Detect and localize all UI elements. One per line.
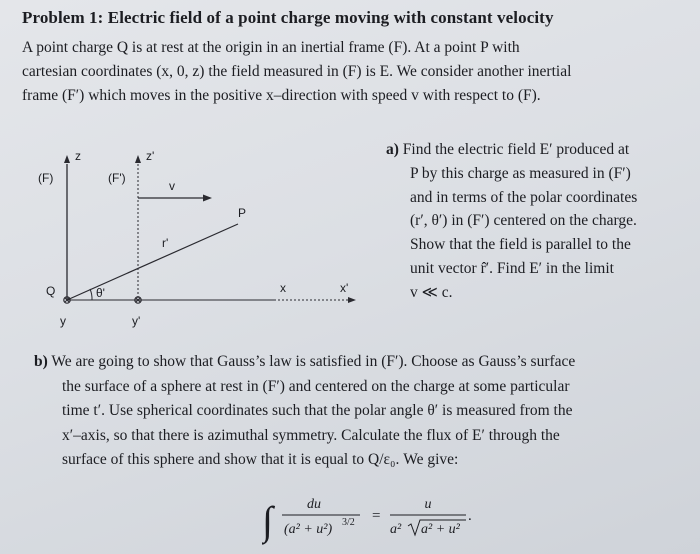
part-a-line: P by this charge as measured in (F′) — [410, 164, 631, 182]
integral-sign: ∫ — [262, 498, 273, 543]
rhs-denominator-a: a² — [390, 522, 402, 537]
xp-axis-label: x' — [340, 281, 349, 295]
z-axis-arrow — [64, 155, 70, 163]
part-a-line: Show that the field is parallel to the — [410, 236, 631, 254]
integral-formula — [262, 490, 522, 546]
y-axis-label: y — [60, 314, 66, 328]
angle-arc — [90, 289, 92, 300]
lhs-exponent: 3/2 — [342, 517, 355, 528]
part-b-line: the surface of a sphere at rest in (F′) and centered on the charge at some particular — [62, 377, 570, 395]
part-a-label: a) — [386, 141, 399, 158]
frame-f-label: (F) — [38, 171, 54, 185]
radius-label: r' — [162, 236, 169, 250]
z-axis-label: z — [75, 149, 81, 163]
problem-intro — [22, 36, 688, 108]
xp-axis-arrow — [348, 297, 356, 303]
zp-axis-arrow — [135, 155, 141, 163]
part-a — [386, 138, 692, 305]
velocity-label: v — [169, 179, 175, 193]
charge-label: Q — [46, 284, 56, 298]
formula-end: . — [468, 508, 472, 524]
part-a-line: and in terms of the polar coordinates — [410, 188, 638, 206]
zp-axis-label: z' — [146, 149, 155, 163]
intro-line: A point charge Q is at rest at the origin in an inertial frame (F). At a point P with — [22, 39, 520, 56]
intro-line: cartesian coordinates (x, 0, z) the field measured in (F) is E. We consider another inertial — [22, 63, 572, 80]
part-b-line: x′–axis, so that there is azimuthal symmetry. Calculate the flux of E′ through the — [62, 426, 560, 444]
x-axis-label: x — [280, 281, 286, 295]
point-p-label: P — [238, 206, 247, 220]
yp-axis-label: y' — [132, 314, 141, 328]
equals-sign: = — [372, 508, 381, 524]
lhs-numerator: du — [307, 497, 321, 512]
part-a-line: v ≪ c. — [410, 283, 453, 301]
part-b — [34, 350, 694, 473]
part-b-line: surface of this sphere and show that it is equal to Q/ε₀. We give: — [62, 451, 459, 468]
frame-fp-label: (F') — [108, 171, 126, 185]
radius-line — [67, 224, 238, 300]
frames-diagram — [20, 142, 370, 332]
part-b-label: b) — [34, 353, 48, 370]
intro-line: frame (F′) which moves in the positive x–direction with speed v with respect to (F). — [22, 87, 541, 104]
angle-label: θ' — [96, 286, 105, 300]
part-a-line: unit vector r̂′. Find E′ in the limit — [410, 259, 614, 277]
part-b-line: b) We are going to show that Gauss’s law is satisfied in (F′). Choose as Gauss’s surface — [34, 353, 576, 370]
problem-title: Problem 1: Electric field of a point charge moving with constant velocity — [22, 8, 554, 27]
lhs-denominator: (a² + u²) — [284, 522, 333, 537]
part-a-line: (r′, θ′) in (F′) centered on the charge. — [410, 212, 637, 230]
rhs-denominator-root: a² + u² — [421, 522, 460, 537]
part-b-line: time t′. Use spherical coordinates such that the polar angle θ′ is measured from the — [62, 402, 573, 419]
part-a-line: a) Find the electric field E′ produced at — [386, 141, 630, 158]
rhs-numerator: u — [424, 497, 432, 512]
velocity-arrow — [203, 195, 212, 202]
